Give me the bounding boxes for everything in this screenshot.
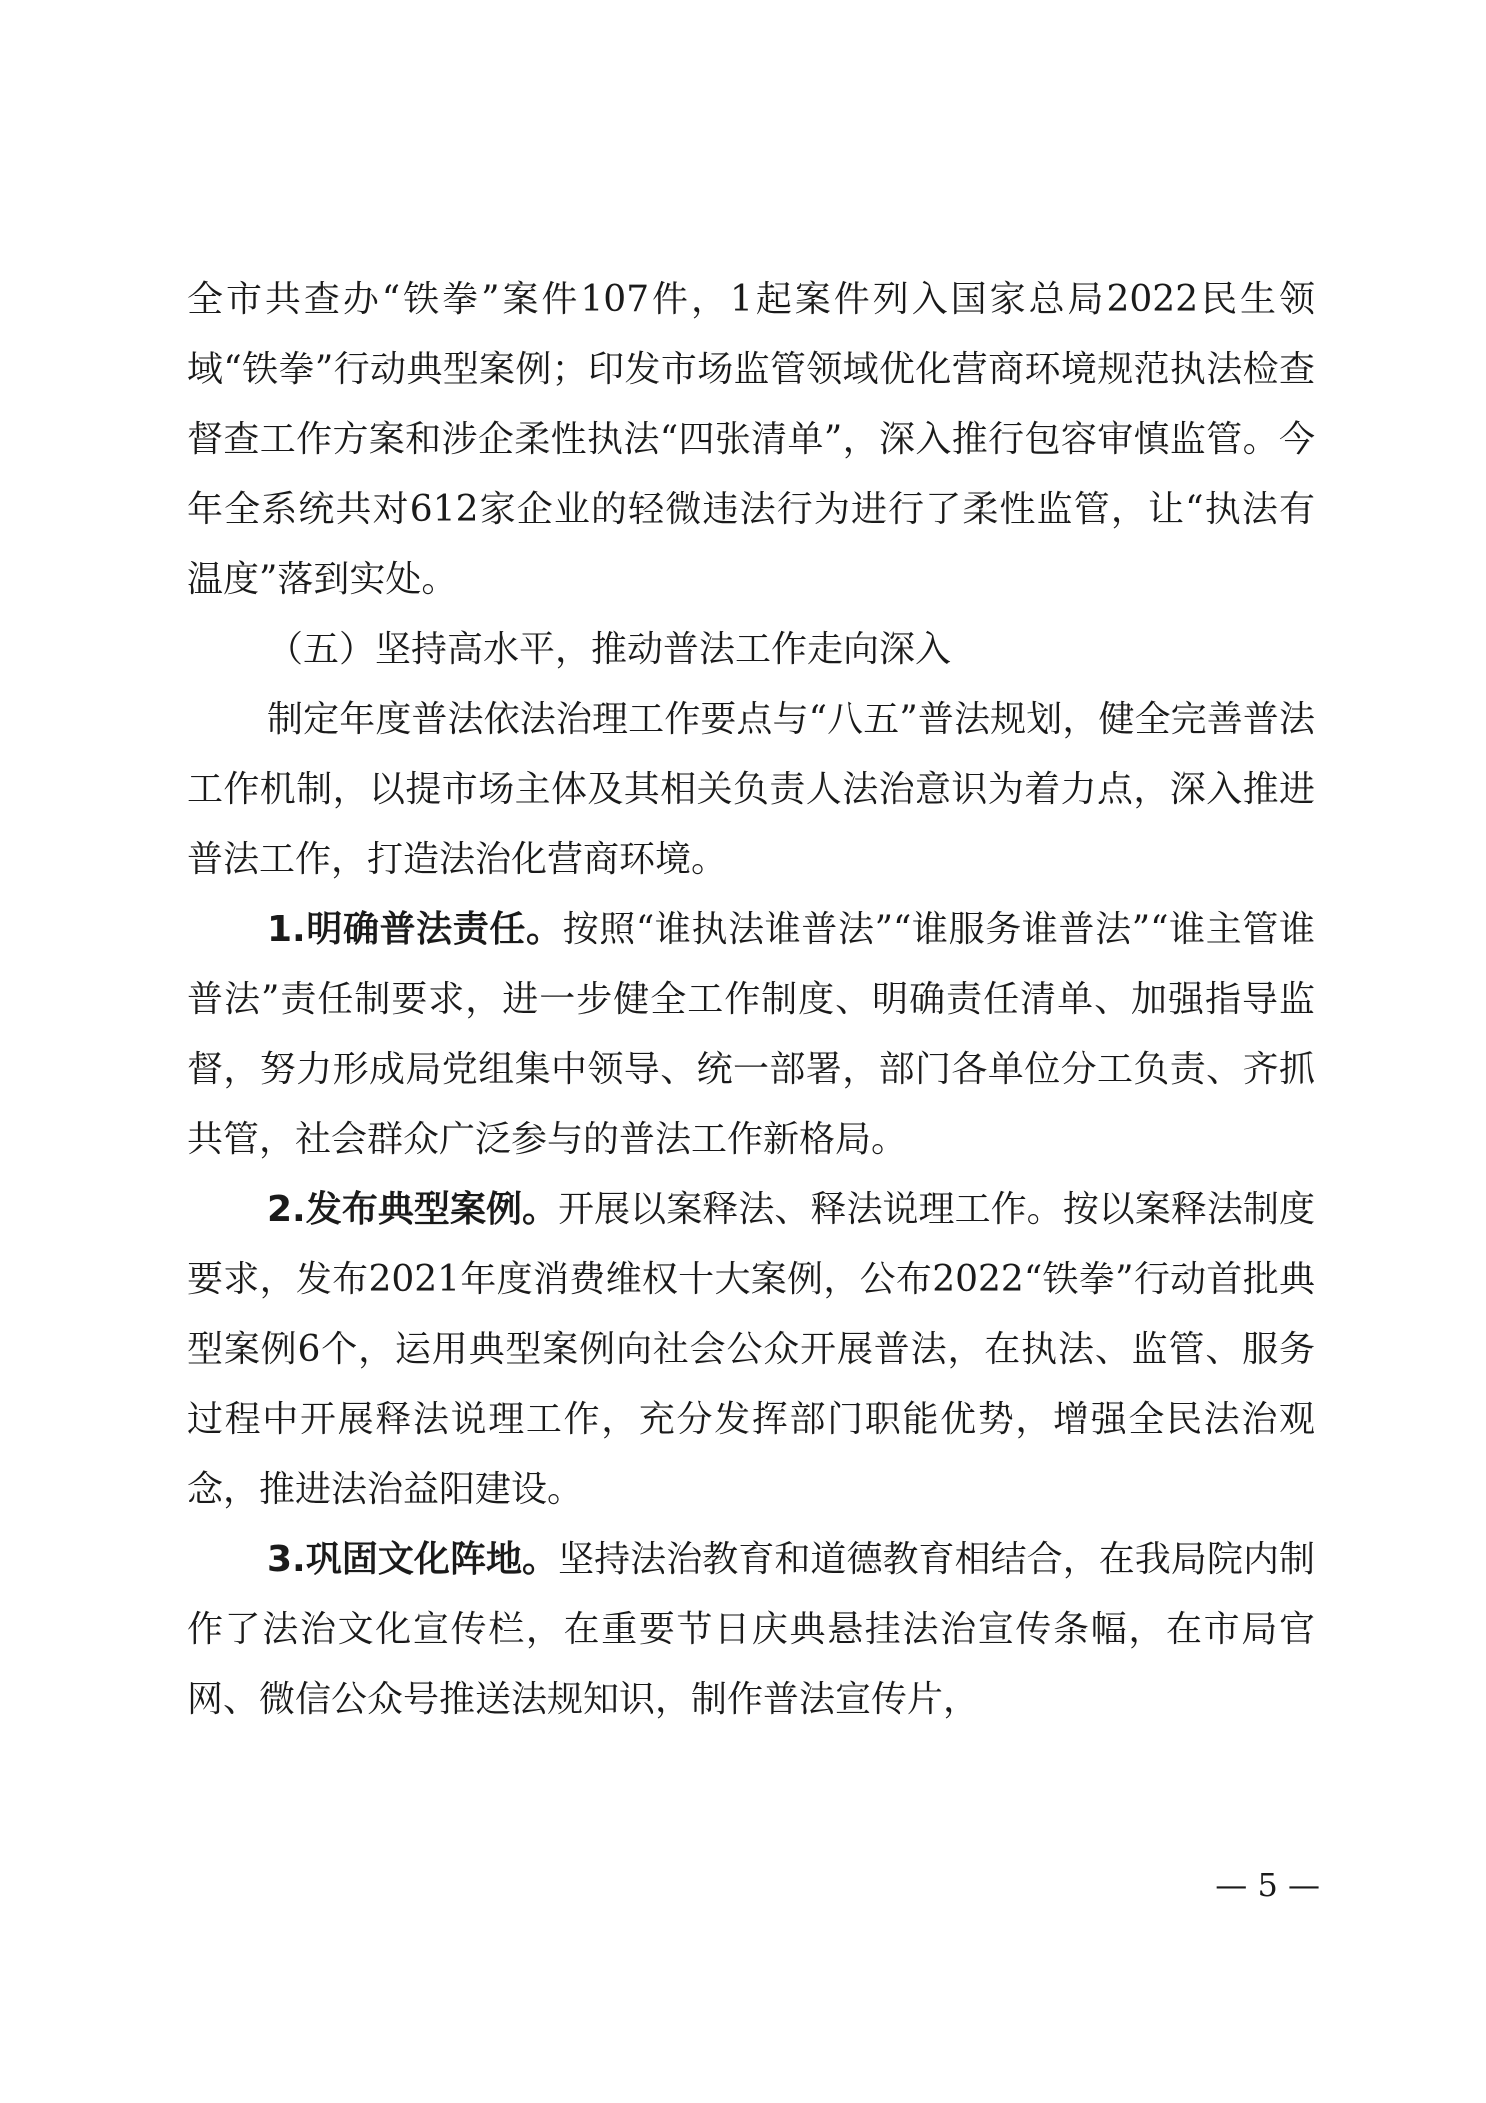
section-heading: （五）坚持高水平，推动普法工作走向深入: [267, 629, 952, 670]
numbered-paragraph: [187, 895, 1315, 1175]
item-title: 3.巩固文化阵地。: [267, 1539, 559, 1580]
numbered-paragraph: [187, 1175, 1315, 1525]
item-text: 坚持法治教育和道德教育相结合，在我局院内制作了法治文化宣传栏，在重要节日庆典悬挂法治宣传条幅，在市局官网、微信公众号推送法规知识，制作普法宣传片，: [187, 1539, 1315, 1720]
item-text: 开展以案释法、释法说理工作。按以案释法制度要求，发布2021年度消费维权十大案例，公布2022“铁拳”行动首批典型案例6个，运用典型案例向社会公众开展普法，在执法、监管、服务过程中开展释法说理工作，充分发挥部门职能优势，增强全民法治观念，推进法治益阳建设。: [187, 1189, 1315, 1510]
document-body: [187, 265, 1315, 1735]
paragraph-continuation: 全市共查办“铁拳”案件107件，1起案件列入国家总局2022民生领域“铁拳”行动典型案例；印发市场监管领域优化营商环境规范执法检查督查工作方案和涉企柔性执法“四张清单”，深入推行包容审慎监管。今年全系统共对612家企业的轻微违法行为进行了柔性监管，让“执法有温度”落到实处。: [187, 279, 1315, 600]
page-number: — 5 —: [1215, 1866, 1320, 1904]
item-text: 按照“谁执法谁普法”“谁服务谁普法”“谁主管谁普法”责任制要求，进一步健全工作制度、明确责任清单、加强指导监督，努力形成局党组集中领导、统一部署，部门各单位分工负责、齐抓共管，社会群众广泛参与的普法工作新格局。: [187, 909, 1315, 1160]
numbered-paragraph: [187, 1525, 1315, 1735]
item-title: 2.发布典型案例。: [267, 1189, 559, 1230]
paragraph: 制定年度普法依法治理工作要点与“八五”普法规划，健全完善普法工作机制，以提市场主体及其相关负责人法治意识为着力点，深入推进普法工作，打造法治化营商环境。: [187, 699, 1315, 880]
item-title: 1.明确普法责任。: [267, 909, 563, 950]
